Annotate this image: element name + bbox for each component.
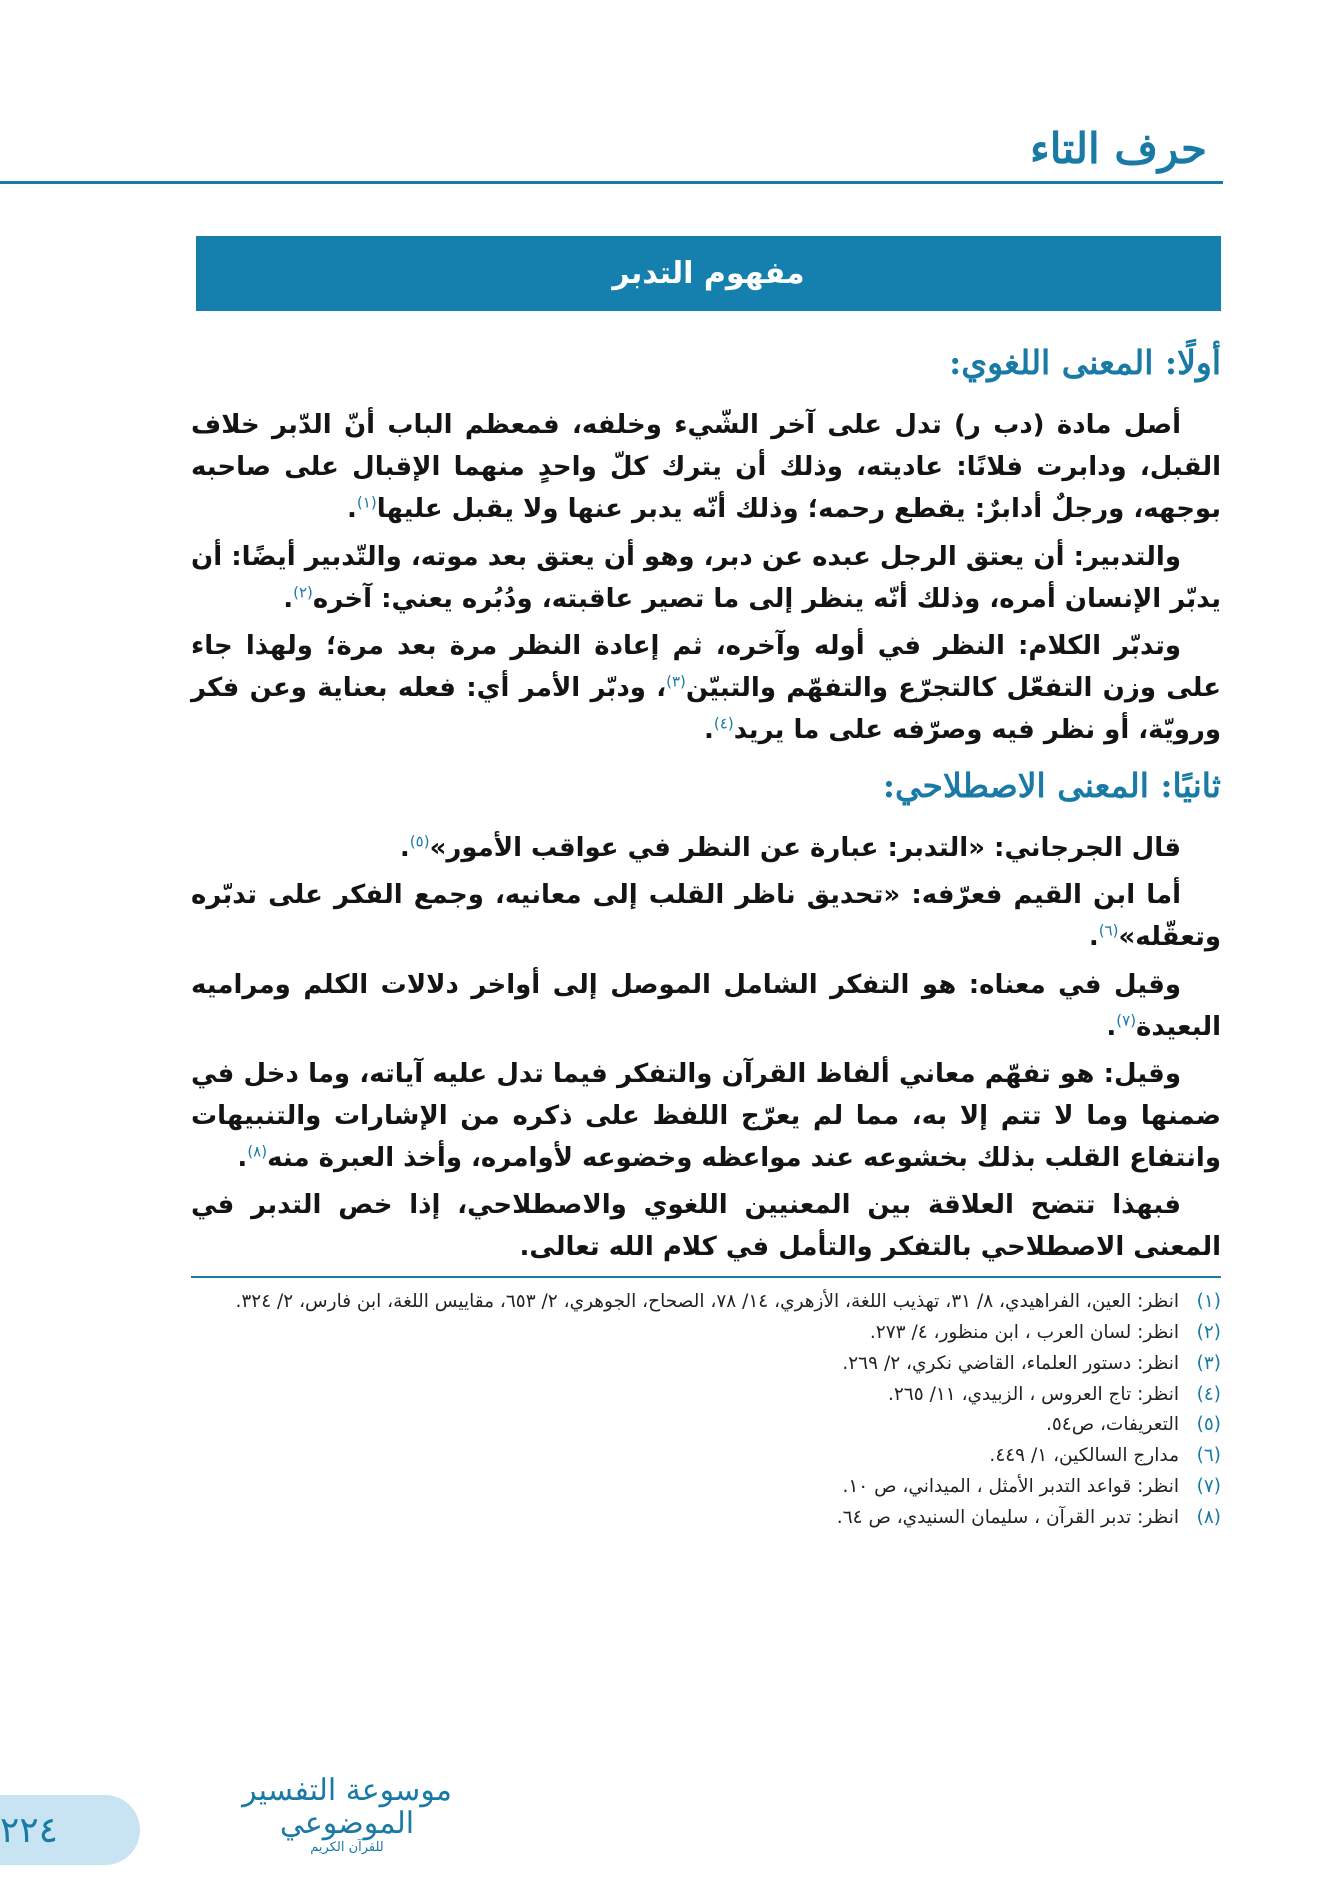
footnote-item <box>191 1319 1221 1347</box>
footnote-divider <box>191 1276 1221 1278</box>
paragraph: أما ابن القيم فعرّفه: «تحديق ناظر القلب إلى معانيه، وجمع الفكر على تدبّره وتعقّله»$^{(٦)}$. <box>191 880 1221 953</box>
chapter-title: حرف التاء <box>1030 124 1207 173</box>
footnote-item <box>191 1350 1221 1378</box>
main-content <box>191 340 1221 1534</box>
footnote-text: مدارج السالكين، ١/ ٤٤٩. <box>989 1445 1179 1467</box>
footnote-ref[interactable]: (٤) <box>713 714 734 733</box>
footnote-item <box>191 1504 1221 1532</box>
logo-subtitle: للقرآن الكريم <box>310 1840 384 1855</box>
paragraph: وتدبّر الكلام: النظر في أوله وآخره، ثم إعادة النظر مرة بعد مرة؛ ولهذا جاء على وزن التفعّل كالتجرّع والتفهّم والتبيّن$^{(٣)}$، ودبّر الأمر أي: فعله بعناية وعن فكر ورويّة، أو نظر فيه وصرّفه على ما يريد$^{(٤)}$. <box>191 630 1221 745</box>
page-number: ٢٢٤ <box>0 1809 59 1851</box>
paragraph: وقيل في معناه: هو التفكر الشامل الموصل إلى أواخر دلالات الكلم ومراميه البعيدة$^{(٧)}$. <box>191 969 1221 1042</box>
footnote-text: انظر: قواعد التدبر الأمثل ، الميداني، ص ١٠. <box>842 1475 1179 1497</box>
logo-title: موسوعة التفسير الموضوعي <box>242 1773 452 1841</box>
footnote-text: انظر: لسان العرب ، ابن منظور، ٤/ ٢٧٣. <box>869 1322 1179 1344</box>
footnote-item <box>191 1288 1221 1316</box>
footnote-ref[interactable]: (١) <box>356 493 377 512</box>
page-number-badge <box>0 1795 140 1865</box>
footnote-text: انظر: تدبر القرآن ، سليمان السنيدي، ص ٦٤. <box>836 1506 1179 1528</box>
footnote-number: (٤) <box>1196 1383 1221 1405</box>
footnote-ref[interactable]: (٨) <box>247 1142 268 1161</box>
footnote-ref[interactable]: (٥) <box>409 832 430 851</box>
conclusion-paragraph: فبهذا تتضح العلاقة بين المعنيين اللغوي والاصطلاحي، إذا خص التدبر في المعنى الاصطلاحي بالتفكر والتأمل في كلام الله تعالى. <box>191 1190 1221 1263</box>
footnote-ref[interactable]: (٦) <box>1098 921 1119 940</box>
paragraph-text: وقيل: هو تفهّم معاني ألفاظ القرآن والتفكر فيما تدل عليه آياته، وما دخل في ضمنها وما لا تتم إلا به، مما لم يعرّج اللفظ على ذكره من الإشارات والتنبيهات وانتفاع القلب بذلك بخشوعه عند مواعظه وخضوعه لأوامره، وأخذ العبرة منه <box>191 1058 1221 1174</box>
footnote-text: انظر: تاج العروس ، الزبيدي، ١١/ ٢٦٥. <box>887 1383 1179 1405</box>
footnote-ref[interactable]: (٣) <box>666 672 686 691</box>
paragraph: أصل مادة (دب ر) تدل على آخر الشّيء وخلفه، فمعظم الباب أنّ الدّبر خلاف القبل، ودابرت فلانًا: عاديته، وذلك أن يترك كلّ واحدٍ منهما الإقبال على صاحبه بوجهه، ورجلٌ أدابرٌ: يقطع رحمه؛ وذلك أنّه يدبر عنها ولا يقبل عليها$^{(١)}$. <box>191 410 1221 525</box>
paragraph: قال الجرجاني: «التدبر: عبارة عن النظر في عواقب الأمور»$^{(٥)}$. <box>399 832 1181 864</box>
footnote-number: (١) <box>1196 1291 1221 1313</box>
footnote-item <box>191 1442 1221 1470</box>
header-divider <box>0 181 1223 184</box>
footnote-number: (٥) <box>1196 1414 1221 1436</box>
encyclopedia-logo <box>192 1774 502 1862</box>
footnote-item <box>191 1473 1221 1501</box>
section-banner-title: مفهوم التدبر <box>612 256 805 291</box>
footnote-ref[interactable]: (٢) <box>293 582 313 601</box>
footnote-number: (٣) <box>1196 1352 1221 1374</box>
footnote-number: (٦) <box>1196 1445 1221 1467</box>
footnote-ref[interactable]: (٧) <box>1116 1011 1137 1030</box>
paragraph-text: أما ابن القيم فعرّفه: «تحديق ناظر القلب إلى معانيه، وجمع الفكر على تدبّره وتعقّله» <box>191 880 1221 953</box>
footnote-item <box>191 1411 1221 1439</box>
footnote-number: (٢) <box>1196 1322 1221 1344</box>
footnote-number: (٧) <box>1196 1475 1221 1497</box>
paragraph: وقيل: هو تفهّم معاني ألفاظ القرآن والتفكر فيما تدل عليه آياته، وما دخل في ضمنها وما لا تتم إلا به، مما لم يعرّج اللفظ على ذكره من الإشارات والتنبيهات وانتفاع القلب بذلك بخشوعه عند مواعظه وخضوعه لأوامره، وأخذ العبرة منه$^{(٨)}$. <box>191 1058 1221 1174</box>
paragraph: والتدبير: أن يعتق الرجل عبده عن دبر، وهو أن يعتق بعد موته، والتّدبير أيضًا: أن يدبّر الإنسان أمره، وذلك أنّه ينظر إلى ما تصير عاقبته، ودُبُره يعني: آخره$^{(٢)}$. <box>191 541 1221 614</box>
paragraph-text: أصل مادة (دب ر) تدل على آخر الشّيء وخلفه، فمعظم الباب أنّ الدّبر خلاف القبل، ودابرت فلانًا: عاديته، وذلك أن يترك كلّ واحدٍ منهما الإقبال على صاحبه بوجهه، ورجلٌ أدابرٌ: يقطع رحمه؛ وذلك أنّه يدبر عنها ولا يقبل عليها <box>191 410 1221 525</box>
paragraph-text: وتدبّر الكلام: النظر في أوله وآخره، ثم إعادة النظر مرة بعد مرة؛ ولهذا جاء على وزن التفعّل كالتجرّع والتفهّم والتبيّن <box>191 630 1221 703</box>
footnote-text: التعريفات، ص٥٤. <box>1045 1414 1179 1436</box>
footnotes-list <box>191 1288 1221 1531</box>
footnote-number: (٨) <box>1196 1506 1221 1528</box>
paragraph-text: والتدبير: أن يعتق الرجل عبده عن دبر، وهو أن يعتق بعد موته، والتّدبير أيضًا: أن يدبّر الإنسان أمره، وذلك أنّه ينظر إلى ما تصير عاقبته، ودُبُره يعني: آخره <box>191 541 1221 614</box>
footnote-text: انظر: دستور العلماء، القاضي نكري، ٢/ ٢٦٩. <box>842 1352 1179 1374</box>
footnote-item <box>191 1381 1221 1409</box>
footnote-text: انظر: العين، الفراهيدي، ٨/ ٣١، تهذيب اللغة، الأزهري، ١٤/ ٧٨، الصحاح، الجوهري، ٢/ ٦٥٣، مقاييس اللغة، ابن فارس، ٢/ ٣٢٤. <box>235 1291 1179 1313</box>
paragraph-text: ، ودبّر الأمر أي: فعله بعناية وعن فكر ورويّة، أو نظر فيه وصرّفه على ما يريد <box>191 672 1221 745</box>
paragraph-text: قال الجرجاني: «التدبر: عبارة عن النظر في عواقب الأمور» <box>429 833 1181 864</box>
lexical-heading: أولًا: المعنى اللغوي: <box>949 343 1221 382</box>
paragraph-text: وقيل في معناه: هو التفكر الشامل الموصل إلى أواخر دلالات الكلم ومراميه البعيدة <box>191 969 1221 1042</box>
section-banner <box>196 236 1221 311</box>
technical-heading: ثانيًا: المعنى الاصطلاحي: <box>882 766 1221 806</box>
